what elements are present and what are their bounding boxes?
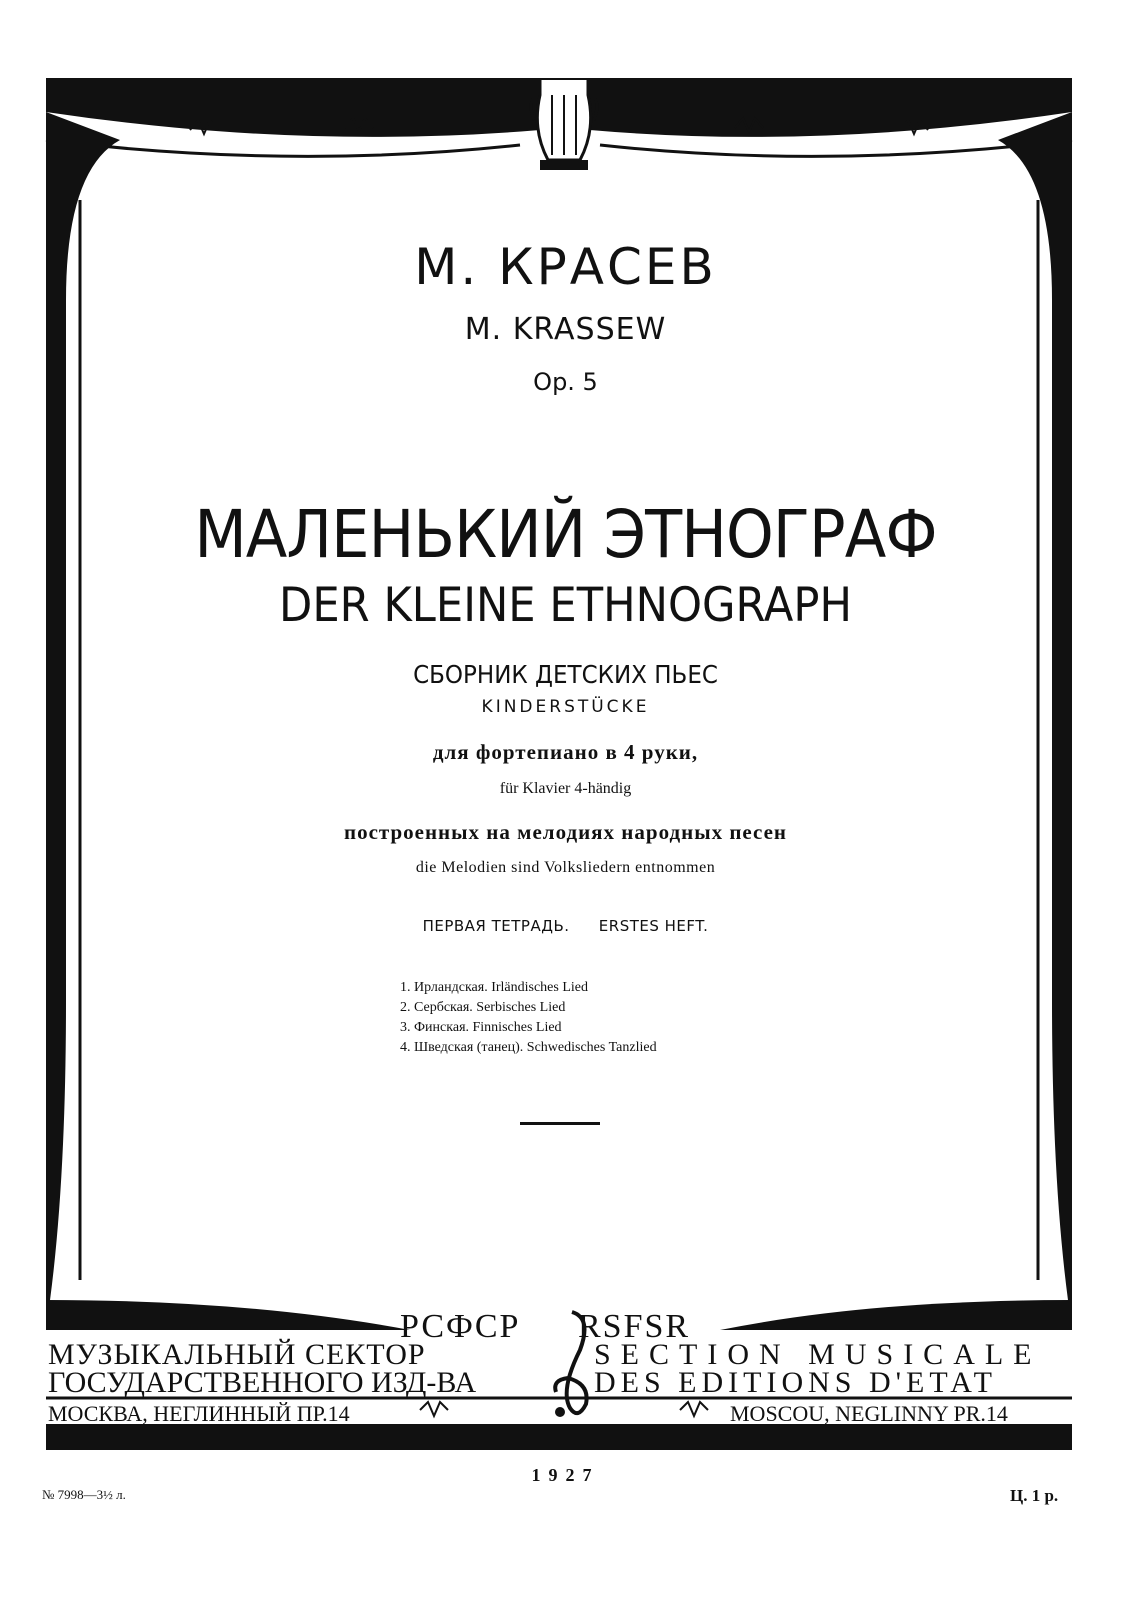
contents-list <box>400 978 657 1058</box>
divider-rule <box>520 1122 600 1125</box>
subtitle-de: KINDERSTÜCKE <box>481 697 650 717</box>
publisher-line2-de: DES EDITIONS D'ETAT <box>594 1366 997 1399</box>
zigzag-ornament <box>420 1402 448 1416</box>
publication-year: 1927 <box>531 1465 600 1485</box>
bottom-left-swag <box>46 1300 410 1330</box>
publisher-line1-de: SECTION MUSICALE <box>594 1338 1042 1371</box>
contents-item: 3. Финская. Finnisches Lied <box>400 1020 562 1035</box>
notebook-ru: ПЕРВАЯ ТЕТРАДЬ. <box>422 917 570 935</box>
bottom-right-swag <box>720 1300 1072 1330</box>
composer-name-ru: М. КРАСЕВ <box>414 238 717 296</box>
subtitle-ru: СБОРНИК ДЕТСКИХ ПЬЕС <box>413 660 718 689</box>
opus-number: Op. 5 <box>533 368 598 396</box>
instrumentation-de: für Klavier 4-händig <box>499 780 632 797</box>
instrumentation-ru: для фортепиано в 4 руки, <box>432 740 699 764</box>
top-right-line <box>600 140 1072 156</box>
contents-item: 4. Шведская (танец). Schwedisches Tanzlied <box>400 1040 657 1055</box>
catalog-number: № 7998—3½ л. <box>42 1487 126 1502</box>
description-de: die Melodien sind Volksliedern entnommen <box>415 859 716 876</box>
top-right-swag <box>590 112 1072 137</box>
publisher-address-ru: МОСКВА, НЕГЛИННЫЙ ПР.14 <box>48 1401 350 1426</box>
title-ru: МАЛЕНЬКИЙ ЭТНОГРАФ <box>194 496 937 573</box>
publisher-address-de: MOSCOU, NEGLINNY PR.14 <box>730 1401 1008 1426</box>
notebook-label <box>0 917 1131 935</box>
publisher-line1-ru: МУЗЫКАЛЬНЫЙ СЕКТОР <box>48 1338 426 1371</box>
description-ru: построенных на мелодиях народных песен <box>343 820 788 844</box>
price-label: Ц. 1 р. <box>1010 1486 1059 1505</box>
publisher-line2-ru: ГОСУДАРСТВЕННОГО ИЗД-ВА <box>48 1366 477 1399</box>
publisher-rsfsr-ru: РСФСР <box>400 1308 521 1345</box>
top-left-swag <box>46 112 540 137</box>
composer-name-de: M. KRASSEW <box>464 312 667 347</box>
top-left-line <box>46 140 520 156</box>
publisher-rsfsr-de: RSFSR <box>578 1308 691 1345</box>
contents-item: 2. Сербская. Serbisches Lied <box>400 1000 566 1015</box>
title-de: DER KLEINE ETHNOGRAPH <box>279 578 852 633</box>
contents-item: 1. Ирландская. Irländisches Lied <box>400 980 588 995</box>
notebook-de: ERSTES HEFT. <box>598 917 709 935</box>
bottom-border-band <box>46 1424 1072 1450</box>
zigzag-ornament <box>680 1402 708 1416</box>
lyre-icon <box>531 80 597 170</box>
